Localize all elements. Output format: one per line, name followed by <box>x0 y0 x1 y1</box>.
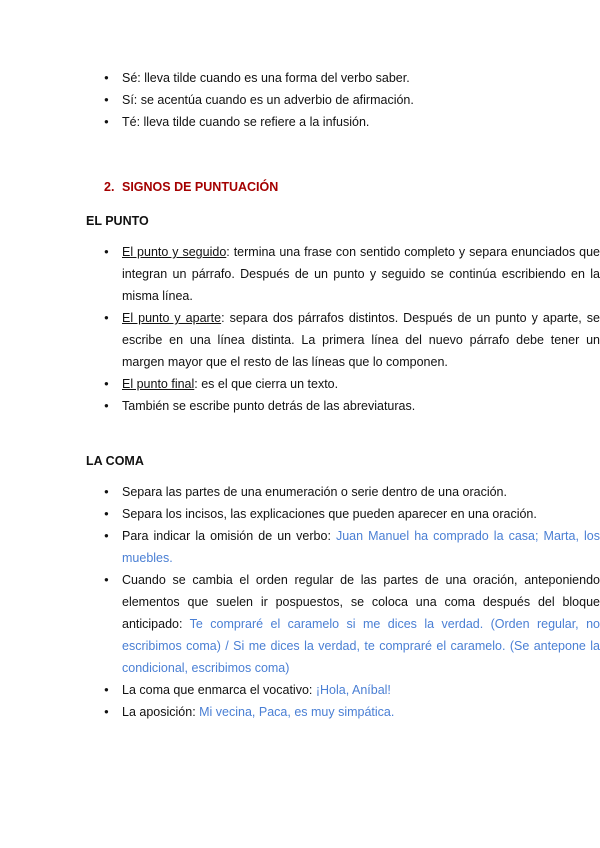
list-item: ● La aposición: Mi vecina, Paca, es muy simpática. <box>122 701 600 723</box>
list-item: ● Para indicar la omisión de un verbo: Juan Manuel ha comprado la casa; Marta, los muebles. <box>122 525 600 569</box>
list-item: ● La coma que enmarca el vocativo: ¡Hola, Aníbal! <box>122 679 600 701</box>
list-item: ● El punto y aparte: separa dos párrafos distintos. Después de un punto y aparte, se escribe en una línea distinta. La primera línea del nuevo párrafo debe tener un margen mayor que el resto de las líneas que lo componen. <box>122 307 600 373</box>
section-heading <box>104 180 278 194</box>
example: Mi vecina, Paca, es muy simpática. <box>199 705 395 719</box>
punto-heading: EL PUNTO <box>86 214 149 228</box>
term: El punto final <box>122 377 195 391</box>
term: El punto y aparte <box>122 311 222 325</box>
list-item: ● Sé: lleva tilde cuando es una forma del verbo saber. <box>122 67 600 89</box>
list-item: ● El punto final: es el que cierra un texto. <box>122 373 600 395</box>
term: El punto y seguido <box>122 245 227 259</box>
intro-list <box>86 67 600 133</box>
list-item: ● Cuando se cambia el orden regular de las partes de una oración, anteponiendo elementos que suelen ir pospuestos, se coloca una coma después del bloque anticipado: Te compraré el caramelo si me dices la verdad. (Orden regular, no escribimos coma) / Si me dices la verdad, te compraré el caramelo. (Se antepone la condicional, escribimos coma) <box>122 569 600 679</box>
example: ¡Hola, Aníbal! <box>315 683 391 697</box>
list-item: ● Té: lleva tilde cuando se refiere a la infusión. <box>122 111 600 133</box>
section-title: SIGNOS DE PUNTUACIÓN <box>122 180 279 194</box>
list-item: ● También se escribe punto detrás de las abreviaturas. <box>122 395 600 417</box>
coma-list <box>86 481 600 723</box>
list-item: ● Separa los incisos, las explicaciones que pueden aparecer en una oración. <box>122 503 600 525</box>
coma-heading: LA COMA <box>86 454 144 468</box>
list-item: ● Sí: se acentúa cuando es un adverbio de afirmación. <box>122 89 600 111</box>
section-number: 2. <box>104 180 115 194</box>
list-item: ● El punto y seguido: termina una frase con sentido completo y separa enunciados que integran un párrafo. Después de un punto y seguido se continúa escribiendo en la misma línea. <box>122 241 600 307</box>
example: Te compraré el caramelo si me dices la verdad. (Orden regular, no escribimos coma) / Si me dices la verdad, te compraré el caramelo. (Se antepone la condicional, escribimos coma) <box>122 617 600 675</box>
example: Juan Manuel ha comprado la casa; Marta, los muebles. <box>122 529 600 565</box>
list-item: ● Separa las partes de una enumeración o serie dentro de una oración. <box>122 481 600 503</box>
punto-list <box>86 241 600 417</box>
